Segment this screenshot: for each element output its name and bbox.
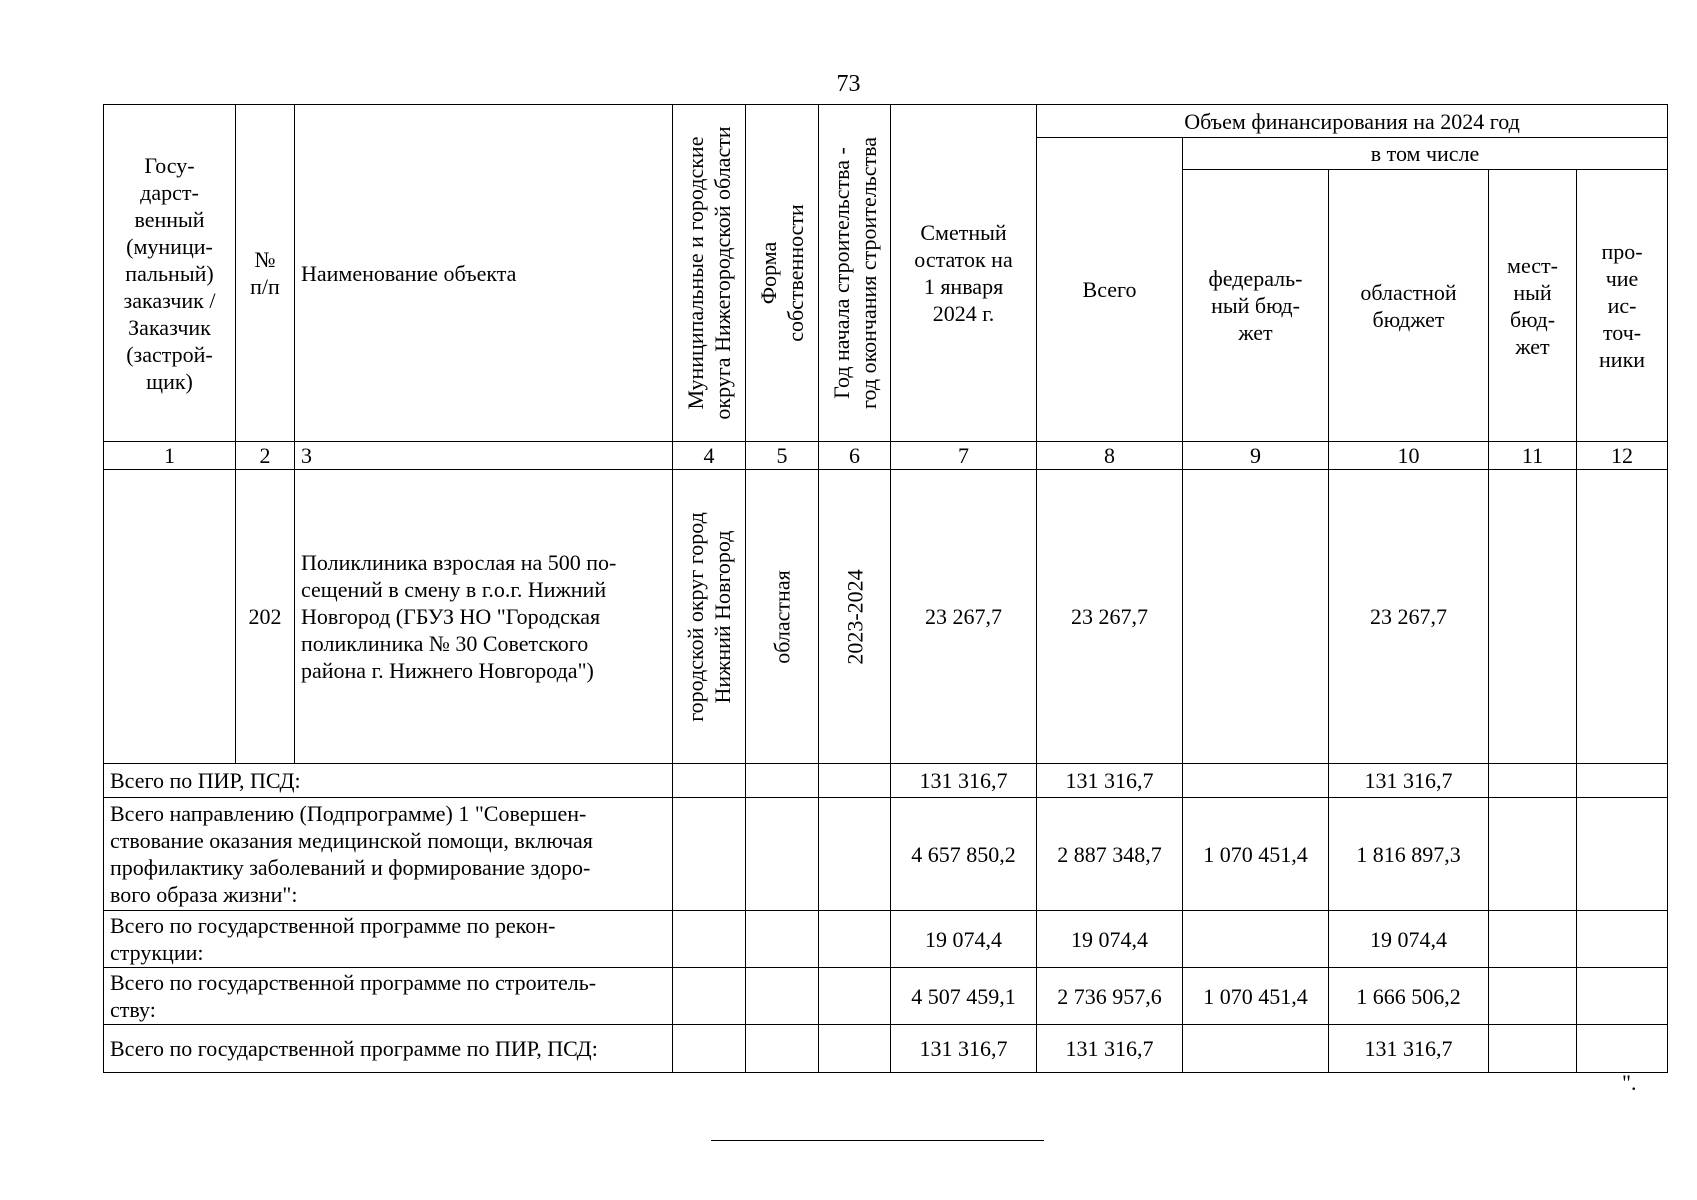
column-number: 2	[236, 442, 295, 470]
column-number: 7	[891, 442, 1037, 470]
summary-other	[1577, 1025, 1668, 1073]
summary-empty-cell	[819, 798, 891, 911]
header-customer: Госу- дарст- венный (муници- пальный) заказчик / Заказчик (застрой- щик)	[104, 105, 236, 442]
object-years	[819, 470, 891, 764]
summary-federal	[1183, 764, 1329, 798]
summary-empty-cell	[673, 798, 746, 911]
header-years-text: Год начала строительства - год окончания строительства	[828, 137, 881, 409]
summary-empty-cell	[673, 968, 746, 1025]
summary-federal	[1183, 911, 1329, 968]
summary-other	[1577, 798, 1668, 911]
table-row-summary	[104, 764, 1668, 798]
summary-local	[1489, 968, 1577, 1025]
object-other	[1577, 470, 1668, 764]
summary-total: 2 887 348,7	[1037, 798, 1183, 911]
header-ownership-text: Форма собственности	[756, 204, 808, 342]
table-row-summary	[104, 968, 1668, 1025]
summary-estimate: 19 074,4	[891, 911, 1037, 968]
column-number: 11	[1489, 442, 1577, 470]
summary-total: 131 316,7	[1037, 764, 1183, 798]
summary-estimate: 4 507 459,1	[891, 968, 1037, 1025]
object-customer	[104, 470, 236, 764]
summary-regional: 131 316,7	[1329, 764, 1489, 798]
summary-estimate: 4 657 850,2	[891, 798, 1037, 911]
summary-label: Всего по ПИР, ПСД:	[104, 764, 673, 798]
summary-empty-cell	[746, 798, 819, 911]
object-regional: 23 267,7	[1329, 470, 1489, 764]
summary-label: Всего по государственной программе по рекон- струкции:	[104, 911, 673, 968]
header-federal: федераль- ный бюд- жет	[1183, 170, 1329, 442]
summary-empty-cell	[819, 764, 891, 798]
summary-estimate: 131 316,7	[891, 764, 1037, 798]
object-total: 23 267,7	[1037, 470, 1183, 764]
summary-label: Всего по государственной программе по строитель- ству:	[104, 968, 673, 1025]
header-row-1	[104, 105, 1668, 138]
summary-local	[1489, 911, 1577, 968]
object-ownership	[746, 470, 819, 764]
object-federal	[1183, 470, 1329, 764]
header-regional: областной бюджет	[1329, 170, 1489, 442]
summary-empty-cell	[819, 1025, 891, 1073]
summary-empty-cell	[673, 1025, 746, 1073]
column-number: 3	[295, 442, 673, 470]
summary-other	[1577, 911, 1668, 968]
header-estimate: Сметный остаток на 1 января 2024 г.	[891, 105, 1037, 442]
column-number: 4	[673, 442, 746, 470]
header-municipality-text: Муниципальные и городские округа Нижегородской области	[683, 126, 735, 420]
header-financing: Объем финансирования на 2024 год	[1037, 105, 1668, 138]
summary-local	[1489, 764, 1577, 798]
object-local	[1489, 470, 1577, 764]
summary-total: 2 736 957,6	[1037, 968, 1183, 1025]
summary-label: Всего направлению (Подпрограмме) 1 "Совершен- ствование оказания медицинской помощи, включая профилактику заболеваний и формирование здоро- вого образа жизни":	[104, 798, 673, 911]
bottom-divider-line	[711, 1140, 1044, 1141]
table-row-summary	[104, 1025, 1668, 1073]
column-number-row	[104, 442, 1668, 470]
header-local: мест- ный бюд- жет	[1489, 170, 1577, 442]
summary-empty-cell	[819, 911, 891, 968]
summary-total: 19 074,4	[1037, 911, 1183, 968]
summary-federal: 1 070 451,4	[1183, 968, 1329, 1025]
page-number: 73	[836, 71, 861, 97]
object-years-text: 2023-2024	[842, 568, 867, 665]
header-including: в том числе	[1183, 138, 1668, 170]
object-number: 202	[236, 470, 295, 764]
financing-table	[103, 104, 1668, 1073]
summary-local	[1489, 1025, 1577, 1073]
summary-empty-cell	[746, 764, 819, 798]
summary-empty-cell	[746, 1025, 819, 1073]
summary-empty-cell	[746, 968, 819, 1025]
column-number: 12	[1577, 442, 1668, 470]
closing-quote-mark: ".	[1622, 1070, 1637, 1095]
header-number: № п/п	[236, 105, 295, 442]
summary-empty-cell	[673, 764, 746, 798]
summary-regional: 131 316,7	[1329, 1025, 1489, 1073]
summary-regional: 1 816 897,3	[1329, 798, 1489, 911]
column-number: 8	[1037, 442, 1183, 470]
summary-empty-cell	[819, 968, 891, 1025]
header-other: про- чие ис- точ- ники	[1577, 170, 1668, 442]
summary-total: 131 316,7	[1037, 1025, 1183, 1073]
object-municipality-text: городской округ город Нижний Новгород	[683, 511, 735, 722]
table-row-summary	[104, 798, 1668, 911]
table-row-object	[104, 470, 1668, 764]
summary-label: Всего по государственной программе по ПИР, ПСД:	[104, 1025, 673, 1073]
summary-federal: 1 070 451,4	[1183, 798, 1329, 911]
summary-empty-cell	[746, 911, 819, 968]
header-total: Всего	[1037, 138, 1183, 442]
summary-empty-cell	[673, 911, 746, 968]
summary-local	[1489, 798, 1577, 911]
object-municipality	[673, 470, 746, 764]
object-ownership-text: областная	[769, 569, 795, 664]
column-number: 1	[104, 442, 236, 470]
column-number: 9	[1183, 442, 1329, 470]
summary-regional: 1 666 506,2	[1329, 968, 1489, 1025]
header-years	[819, 105, 891, 442]
column-number: 6	[819, 442, 891, 470]
object-estimate: 23 267,7	[891, 470, 1037, 764]
column-number: 5	[746, 442, 819, 470]
header-object-name: Наименование объекта	[295, 105, 673, 442]
summary-regional: 19 074,4	[1329, 911, 1489, 968]
column-number: 10	[1329, 442, 1489, 470]
header-municipality	[673, 105, 746, 442]
table-row-summary	[104, 911, 1668, 968]
summary-federal	[1183, 1025, 1329, 1073]
summary-other	[1577, 968, 1668, 1025]
summary-estimate: 131 316,7	[891, 1025, 1037, 1073]
object-name: Поликлиника взрослая на 500 по- сещений в смену в г.о.г. Нижний Новгород (ГБУЗ НО "Городская поликлиника № 30 Советского района г. Нижнего Новгорода")	[295, 470, 673, 764]
header-ownership	[746, 105, 819, 442]
summary-other	[1577, 764, 1668, 798]
